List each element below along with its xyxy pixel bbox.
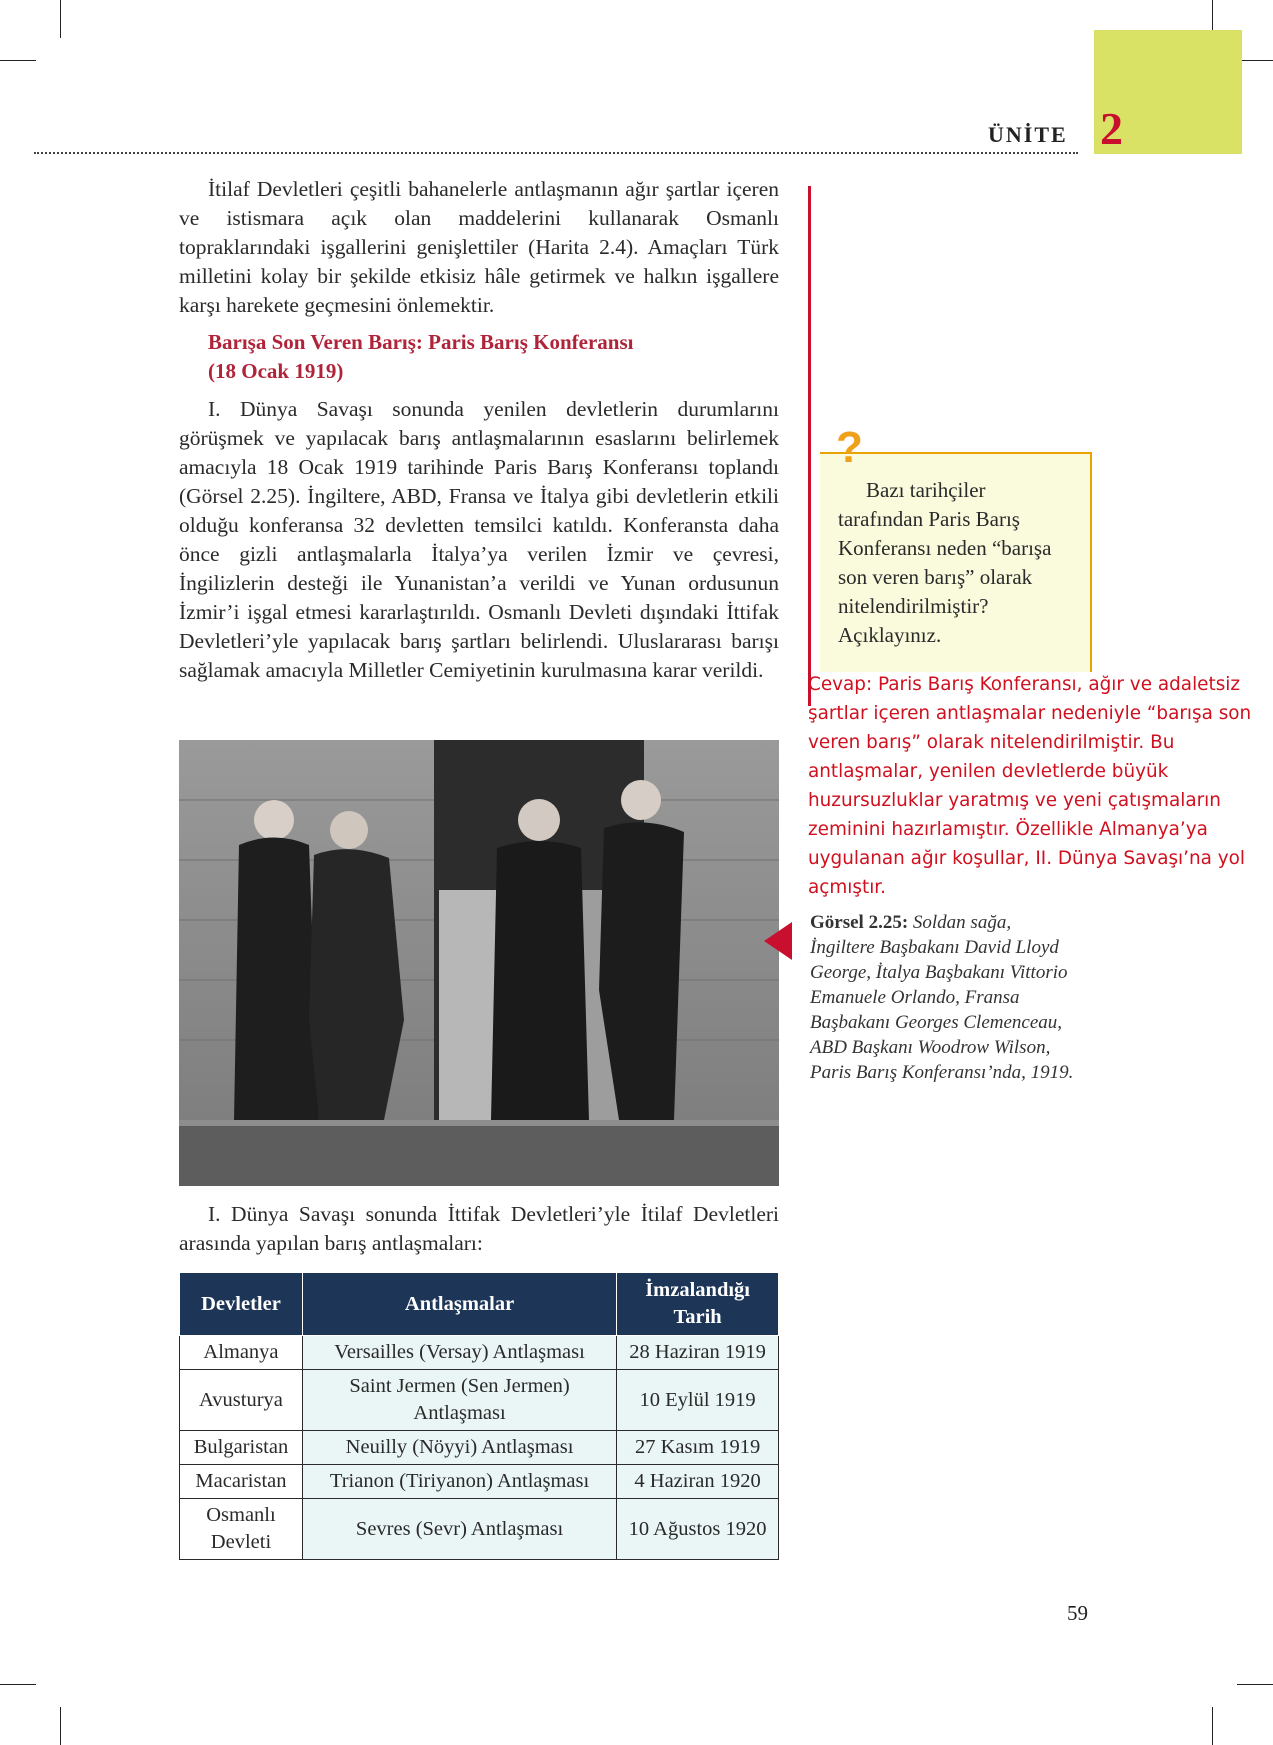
table-row [180, 1465, 779, 1499]
header-divider [34, 152, 1078, 154]
column-header: Antlaşmalar [302, 1273, 616, 1336]
paragraph-text: İtilaf Devletleri çeşitli bahanelerle antlaşmanın ağır şartlar içeren ve istismara açık olan maddelerini kullanarak Osmanlı topraklarındaki işgallerini genişlettiler (Harita 2.4). Amaçları Türk milletini kolay bir şekilde etkisiz hâle getirmek ve halkın işgallere karşı harekete geçmesini önlemektir. [179, 177, 779, 317]
crop-mark [60, 1707, 61, 1745]
question-mark-icon: ? [836, 423, 863, 472]
caption-pointer-icon [764, 922, 792, 960]
column-header: Devletler [180, 1273, 303, 1336]
conference-photo [179, 740, 779, 1186]
table-cell: Bulgaristan [180, 1431, 303, 1465]
table-header-row [180, 1273, 779, 1336]
crop-mark [60, 0, 61, 38]
table-cell: Neuilly (Nöyyi) Antlaşması [302, 1431, 616, 1465]
paragraph-occupation [179, 175, 779, 320]
table-cell: 10 Eylül 1919 [617, 1370, 779, 1431]
table-cell: Avusturya [180, 1370, 303, 1431]
table-cell: Macaristan [180, 1465, 303, 1499]
question-body: Bazı tarihçiler tarafından Paris Barış Konferansı neden “barışa son veren barış” olarak nitelendirilmiştir? Açıklayınız. [838, 478, 1052, 647]
table-cell: Osmanlı Devleti [180, 1499, 303, 1560]
question-text [838, 476, 1074, 650]
treaties-table [179, 1272, 779, 1560]
unit-number: 2 [1100, 103, 1123, 154]
crop-mark [1237, 60, 1273, 61]
table-cell: 4 Haziran 1920 [617, 1465, 779, 1499]
caption-label: Görsel 2.25: [810, 912, 909, 933]
table-row [180, 1499, 779, 1560]
caption-text: Soldan sağa, İngiltere Başbakanı David Lloyd George, İtalya Başbakanı Vittorio Emanuele Orlando, Fransa Başbakanı Georges Clemenceau, ABD Başkanı Woodrow Wilson, Paris Barış Konferansı’nda, 1919. [810, 912, 1074, 1083]
section-heading-line2: (18 Ocak 1919) [208, 359, 344, 383]
section-heading [208, 328, 768, 386]
table-cell: Saint Jermen (Sen Jermen) Antlaşması [302, 1370, 616, 1431]
table-cell: Sevres (Sevr) Antlaşması [302, 1499, 616, 1560]
photo-illustration [179, 740, 779, 1186]
answer-text: Cevap: Paris Barış Konferansı, ağır ve adaletsiz şartlar içeren antlaşmalar nedeniyle “barışa son veren barış” olarak nitelendirilmiştir. Bu antlaşmalar, yenilen devletlerde büyük huzursuzluklar yaratmış ve yeni çatışmaların zeminini hazırlamıştır. Özellikle Almanya’ya uygulanan ağır koşullar, II. Dünya Savaşı’na yol açmıştır. [808, 674, 1252, 898]
crop-mark [0, 60, 36, 61]
table-cell: Trianon (Tiriyanon) Antlaşması [302, 1465, 616, 1499]
page-number: 59 [1067, 1601, 1088, 1625]
crop-mark [1237, 1684, 1273, 1685]
table-row [180, 1336, 779, 1370]
table-cell: Versailles (Versay) Antlaşması [302, 1336, 616, 1370]
table-cell: 28 Haziran 1919 [617, 1336, 779, 1370]
column-header: İmzalandığı Tarih [617, 1273, 779, 1336]
table-cell: 27 Kasım 1919 [617, 1431, 779, 1465]
crop-mark [0, 1684, 36, 1685]
unit-label: ÜNİTE [988, 122, 1068, 147]
crop-mark [1212, 1707, 1213, 1745]
table-cell: Almanya [180, 1336, 303, 1370]
paragraph-conference [179, 395, 779, 685]
photo-caption [810, 910, 1080, 1085]
paragraph-treaties-intro [179, 1200, 779, 1258]
table-row [180, 1370, 779, 1431]
margin-rule [808, 186, 811, 706]
paragraph-text: I. Dünya Savaşı sonunda İttifak Devletleri’yle İtilaf Devletleri arasında yapılan barış antlaşmaları: [179, 1202, 779, 1255]
table-row [180, 1431, 779, 1465]
paragraph-text: I. Dünya Savaşı sonunda yenilen devletlerin durumlarını görüşmek ve yapılacak barış antlaşmalarının esaslarını belirlemek amacıyla 18 Ocak 1919 tarihinde Paris Barış Konferansı toplandı (Görsel 2.25). İngiltere, ABD, Fransa ve İtalya gibi devletlerin etkili olduğu konferansa 32 devletten temsilci katıldı. Konferansta daha önce gizli antlaşmalarla İtalya’ya verilen İzmir ve çevresi, İngilizlerin desteği ile Yunanistan’a verildi ve Yunan ordusunun İzmir’i işgal etmesi kararlaştırıldı. Osmanlı Devleti dışındaki İttifak Devletleri’yle yapılacak barış şartları belirlendi. Uluslararası barışı sağlamak amacıyla Milletler Cemiyetinin kurulmasına karar verildi. [179, 397, 779, 682]
section-heading-line1: Barışa Son Veren Barış: Paris Barış Konferansı [208, 330, 634, 354]
table-cell: 10 Ağustos 1920 [617, 1499, 779, 1560]
